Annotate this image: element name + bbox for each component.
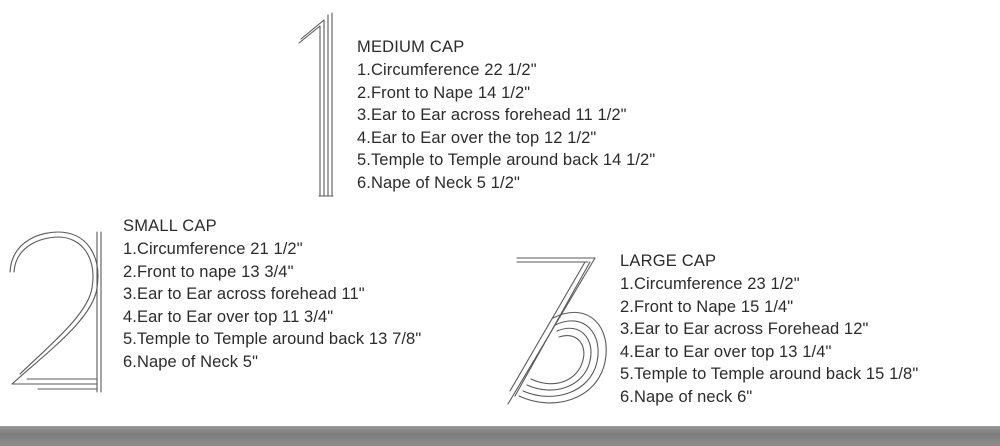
measurement-item: 2.Front to nape 13 3/4"	[123, 262, 294, 281]
measurement-item: 5.Temple to Temple around back 14 1/2"	[357, 151, 656, 170]
numeral-1-outline	[299, 13, 333, 196]
measurement-item: 5.Temple to Temple around back 15 1/8"	[620, 365, 919, 384]
numeral-3-outline	[508, 258, 606, 404]
measurement-item: 4.Ear to Ear over the top 12 1/2"	[357, 128, 597, 147]
measurement-item: 1.Circumference 21 1/2"	[123, 240, 303, 258]
measurement-item: 6.Nape of neck 6"	[620, 387, 753, 406]
measurement-item: 3.Ear to Ear across forehead 11 1/2"	[357, 106, 627, 125]
measurement-item: 2.Front to Nape 14 1/2"	[357, 83, 531, 102]
large-cap-section	[620, 250, 918, 409]
large-cap-measurements	[620, 273, 918, 409]
measurement-item: 3.Ear to Ear across Forehead 12"	[620, 320, 869, 339]
medium-cap-section	[357, 36, 655, 195]
medium-cap-measurements	[357, 59, 655, 195]
measurement-item: 6.Nape of Neck 5 1/2"	[357, 173, 520, 192]
small-cap-title: SMALL CAP	[123, 217, 217, 235]
small-cap-section	[123, 215, 421, 374]
small-cap-measurements	[123, 238, 421, 374]
measurement-item: 1.Circumference 23 1/2"	[620, 275, 800, 293]
medium-cap-title: MEDIUM CAP	[357, 38, 465, 56]
measurement-item: 3.Ear to Ear across forehead 11"	[123, 285, 365, 304]
measurement-item: 5.Temple to Temple around back 13 7/8"	[123, 330, 422, 349]
measurement-item: 1.Circumference 22 1/2"	[357, 61, 537, 79]
measurement-item: 4.Ear to Ear over top 11 3/4"	[123, 307, 334, 326]
measurement-item: 4.Ear to Ear over top 13 1/4"	[620, 342, 832, 361]
numeral-2-outline	[10, 232, 101, 392]
measurement-item: 6.Nape of Neck 5"	[123, 352, 259, 371]
footer-divider-bar	[0, 426, 1000, 446]
measurement-item: 2.Front to Nape 15 1/4"	[620, 297, 794, 316]
large-cap-title: LARGE CAP	[620, 252, 717, 270]
